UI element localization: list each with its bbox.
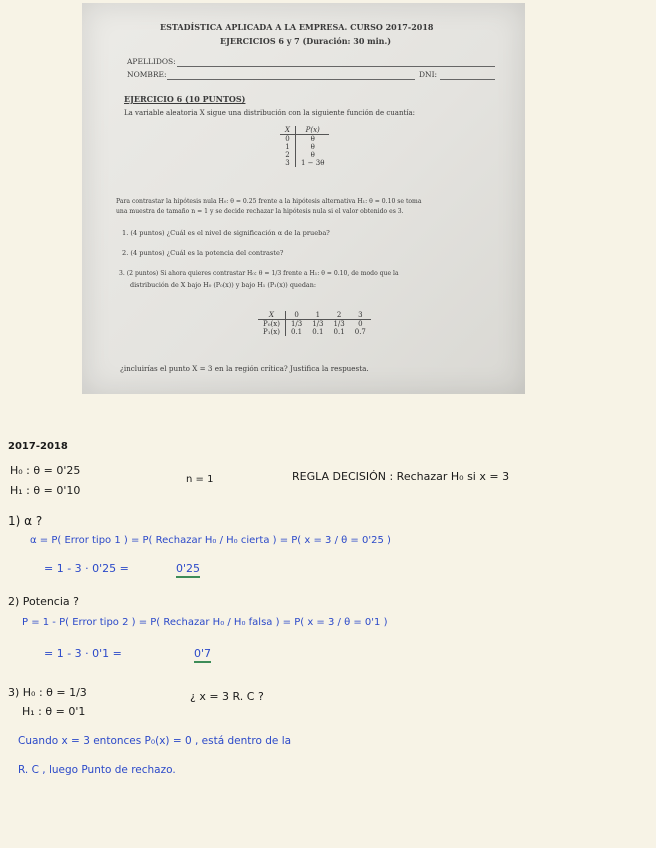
question-1: 1. (4 puntos) ¿Cuál es el nivel de significación α de la prueba? — [122, 229, 330, 237]
table2-cell: 1/3 — [333, 320, 345, 328]
exam-photo — [82, 3, 525, 394]
notes-q3-label: 3) H₀ : θ = 1/3 — [8, 686, 87, 699]
nombre-line — [167, 79, 415, 80]
notes-conclusion-line1: Cuando x = 3 entonces P₀(x) = 0 , está dentro de la — [18, 735, 292, 747]
exercise-intro: La variable aleatoria X sigue una distribución con la siguiente función de cuantía: — [124, 109, 416, 117]
table2-header: 1 — [307, 311, 328, 320]
notes-alpha-result: 0'25 — [176, 562, 200, 578]
table1-row-x: 2 — [280, 151, 295, 159]
question-3-line2: distribución de X bajo H₀ (P₀(x)) y bajo H₁ (P₁(x)) quedan: — [130, 281, 316, 289]
table1-row-x: 1 — [280, 143, 295, 151]
notes-q1-label: 1) α ? — [8, 514, 43, 528]
table1-row-p: θ — [310, 143, 315, 151]
table2-cell: 0.7 — [354, 328, 366, 336]
table2-header: 2 — [328, 311, 349, 320]
table2-cell: 0 — [358, 320, 363, 328]
table1-header-x: X — [280, 126, 295, 135]
table1-row-p: 1 − 3θ — [300, 159, 325, 167]
table2-header: 3 — [350, 311, 371, 320]
table1-row-p: θ — [310, 135, 315, 143]
notes-power-calc: = 1 - 3 · 0'1 = — [44, 647, 122, 660]
notes-alpha-calc: = 1 - 3 · 0'25 = — [44, 562, 129, 575]
table1-header-px: P(x) — [295, 126, 329, 135]
exercise-title: EJERCICIO 6 (10 PUNTOS) — [124, 94, 246, 104]
apellidos-label: APELLIDOS: — [127, 57, 176, 66]
hypothesis-paragraph-line2: una muestra de tamaño n = 1 y se decide rechazar la hipótesis nula si el valor obtenido es 3. — [116, 208, 404, 215]
table2-header: X — [258, 311, 285, 320]
notes-decision-rule: REGLA DECISIÓN : Rechazar H₀ si x = 3 — [292, 470, 510, 483]
dni-line — [440, 79, 495, 80]
notes-year: 2017-2018 — [8, 441, 68, 452]
notes-q3-h1: H₁ : θ = 0'1 — [22, 705, 86, 718]
notes-power-result: 0'7 — [194, 647, 211, 663]
notes-h1: H₁ : θ = 0'10 — [10, 484, 81, 497]
exam-title: ESTADÍSTICA APLICADA A LA EMPRESA. CURSO 2017-2018 — [160, 22, 434, 32]
notes-power-line: P = 1 - P( Error tipo 2 ) = P( Rechazar H₀ / H₀ falsa ) = P( x = 3 / θ = 0'1 ) — [22, 617, 388, 628]
table2-cell: 0.1 — [333, 328, 345, 336]
distribution-table — [258, 311, 371, 336]
notes-q2-label: 2) Potencia ? — [8, 595, 79, 608]
notes-conclusion-line2: R. C , luego Punto de rechazo. — [18, 764, 176, 776]
hypothesis-paragraph-line1: Para contrastar la hipótesis nula H₀: θ = 0.25 frente a la hipótesis alternativa H₁: θ = 0.10 se toma — [116, 198, 422, 205]
table2-row-label: P₁(x) — [258, 328, 285, 336]
question-3-line1: 3. (2 puntos) Si ahora quieres contrastar H₀: θ = 1/3 frente a H₁: θ = 0.10, de modo que la — [119, 270, 399, 277]
apellidos-line — [177, 66, 495, 67]
nombre-label: NOMBRE: — [127, 70, 167, 79]
question-2: 2. (4 puntos) ¿Cuál es la potencia del contraste? — [122, 249, 284, 257]
notes-h0: H₀ : θ = 0'25 — [10, 464, 81, 477]
final-question: ¿incluirías el punto X = 3 en la región crítica? Justifica la respuesta. — [120, 364, 369, 373]
table2-cell: 1/3 — [290, 320, 303, 328]
probability-table — [280, 126, 329, 167]
notes-alpha-line: α = P( Error tipo 1 ) = P( Rechazar H₀ / H₀ cierta ) = P( x = 3 / θ = 0'25 ) — [30, 535, 391, 546]
notes-sample-size: n = 1 — [186, 474, 214, 485]
table2-cell: 0.1 — [312, 328, 324, 336]
notes-q3-question: ¿ x = 3 R. C ? — [190, 690, 264, 703]
table2-cell: 1/3 — [312, 320, 324, 328]
table2-cell: 0.1 — [291, 328, 303, 336]
table1-row-x: 3 — [280, 159, 295, 167]
table2-row-label: P₀(x) — [258, 320, 285, 329]
table2-header: 0 — [285, 311, 307, 320]
exam-subtitle: EJERCICIOS 6 y 7 (Duración: 30 min.) — [220, 36, 392, 46]
dni-label: DNI: — [419, 70, 438, 79]
table1-row-x: 0 — [280, 135, 295, 144]
table1-row-p: θ — [310, 151, 315, 159]
